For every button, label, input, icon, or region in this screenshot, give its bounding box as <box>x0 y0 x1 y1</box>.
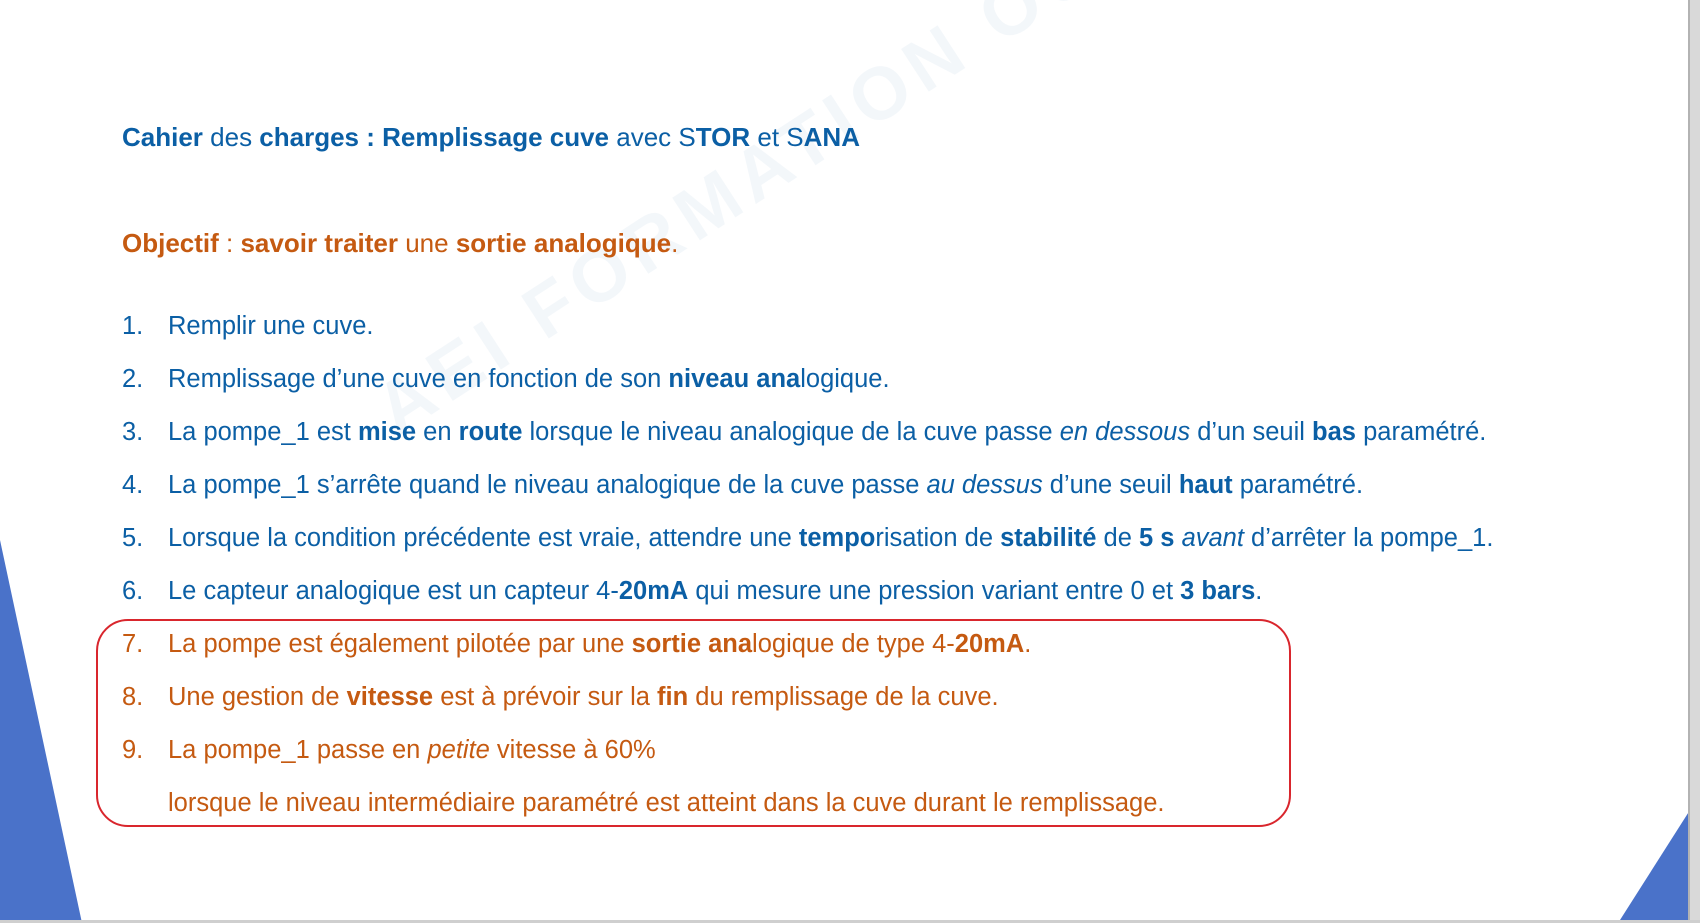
text-run: Lorsque la condition précédente est vraie, attendre une <box>168 524 799 552</box>
text-run: en dessous <box>1059 418 1191 446</box>
list-item-text <box>168 459 1363 512</box>
list-item-text <box>168 565 1262 618</box>
text-run: niveau ana <box>668 365 801 393</box>
text-run: paramétré. <box>1356 418 1487 446</box>
list-item-text <box>168 353 890 406</box>
list-item-number: 9. <box>122 736 144 764</box>
text-run: . <box>1255 577 1263 605</box>
text-run: fin <box>657 683 689 711</box>
text-run: du remplissage de la cuve. <box>688 683 999 711</box>
text-run: avant <box>1181 524 1244 552</box>
text-run: tempo <box>798 524 876 552</box>
window-edge <box>1690 0 1700 923</box>
text-run: qui mesure une pression variant entre 0 et <box>688 577 1181 605</box>
text-run: . <box>671 228 679 258</box>
text-run: avec S <box>609 122 696 152</box>
text-run: 20mA <box>954 630 1025 658</box>
list-item-text <box>168 512 1493 565</box>
list-item-number: 6. <box>122 577 144 605</box>
text-run: 5 s <box>1139 524 1175 552</box>
text-run: paramétré. <box>1232 471 1364 499</box>
objective-line <box>122 228 678 259</box>
text-run: lorsque le niveau intermédiaire paramétré est atteint dans la cuve durant le remplissage. <box>168 789 1165 817</box>
text-run: vitesse à 60% <box>489 736 656 764</box>
list-item-number: 7. <box>122 630 144 658</box>
text-run: bas <box>1312 418 1356 446</box>
text-run: est à prévoir sur la <box>433 683 658 711</box>
text-run: Le capteur analogique est un capteur 4- <box>168 577 619 605</box>
text-run <box>1174 524 1181 552</box>
text-run: : <box>218 228 241 258</box>
list-item-number: 5. <box>122 524 144 552</box>
text-run: lorsque le niveau analogique de la cuve passe <box>522 418 1060 446</box>
text-run: petite <box>427 736 490 764</box>
text-run: d’arrêter la pompe_1. <box>1243 524 1494 552</box>
text-run: Une gestion de <box>168 683 347 711</box>
text-run: La pompe est également pilotée par une <box>168 630 632 658</box>
text-run: TOR <box>695 122 751 152</box>
slide-title <box>122 122 860 153</box>
text-run: sortie analogique <box>455 228 672 258</box>
text-run: logique. <box>800 365 890 393</box>
list-item-number: 1. <box>122 312 144 340</box>
text-run: de <box>1096 524 1140 552</box>
list-item-number: 2. <box>122 365 144 393</box>
text-run: charges : Remplissage cuve <box>259 122 610 152</box>
text-run: vitesse <box>346 683 434 711</box>
text-run: . <box>1024 630 1032 658</box>
text-run: et S <box>750 122 804 152</box>
list-item-number: 8. <box>122 683 144 711</box>
text-run: risation de <box>875 524 1001 552</box>
text-run: d’une seuil <box>1042 471 1179 499</box>
right-corner-triangle <box>1620 810 1690 920</box>
text-run: Remplir une cuve. <box>168 312 374 340</box>
left-corner-triangle <box>0 540 90 923</box>
text-run: logique de type 4- <box>752 630 955 658</box>
list-item-text <box>168 406 1486 459</box>
text-run: 3 bars <box>1180 577 1256 605</box>
text-run: une <box>398 228 456 258</box>
text-run: La pompe_1 est <box>168 418 358 446</box>
text-run: d’un seuil <box>1190 418 1313 446</box>
text-run: des <box>202 122 260 152</box>
text-run: Objectif <box>122 228 219 258</box>
list-item-text <box>168 777 1164 830</box>
list-item-number: 4. <box>122 471 144 499</box>
text-run: mise <box>357 418 417 446</box>
list-item-text <box>168 300 374 353</box>
list-item-text <box>168 618 1031 671</box>
list-item-number: 3. <box>122 418 144 446</box>
text-run: La pompe_1 s’arrête quand le niveau analogique de la cuve passe <box>168 471 927 499</box>
text-run: haut <box>1178 471 1233 499</box>
text-run: au dessus <box>926 471 1043 499</box>
text-run: Remplissage d’une cuve en fonction de son <box>168 365 669 393</box>
text-run: Cahier <box>122 122 203 152</box>
text-run: route <box>458 418 523 446</box>
text-run: sortie ana <box>631 630 753 658</box>
text-run: La pompe_1 passe en <box>168 736 428 764</box>
list-item-text <box>168 724 656 777</box>
text-run: savoir traiter <box>240 228 398 258</box>
text-run: stabilité <box>1000 524 1097 552</box>
text-run: 20mA <box>618 577 689 605</box>
text-run: ANA <box>803 122 860 152</box>
list-item-text <box>168 671 999 724</box>
text-run: en <box>416 418 459 446</box>
